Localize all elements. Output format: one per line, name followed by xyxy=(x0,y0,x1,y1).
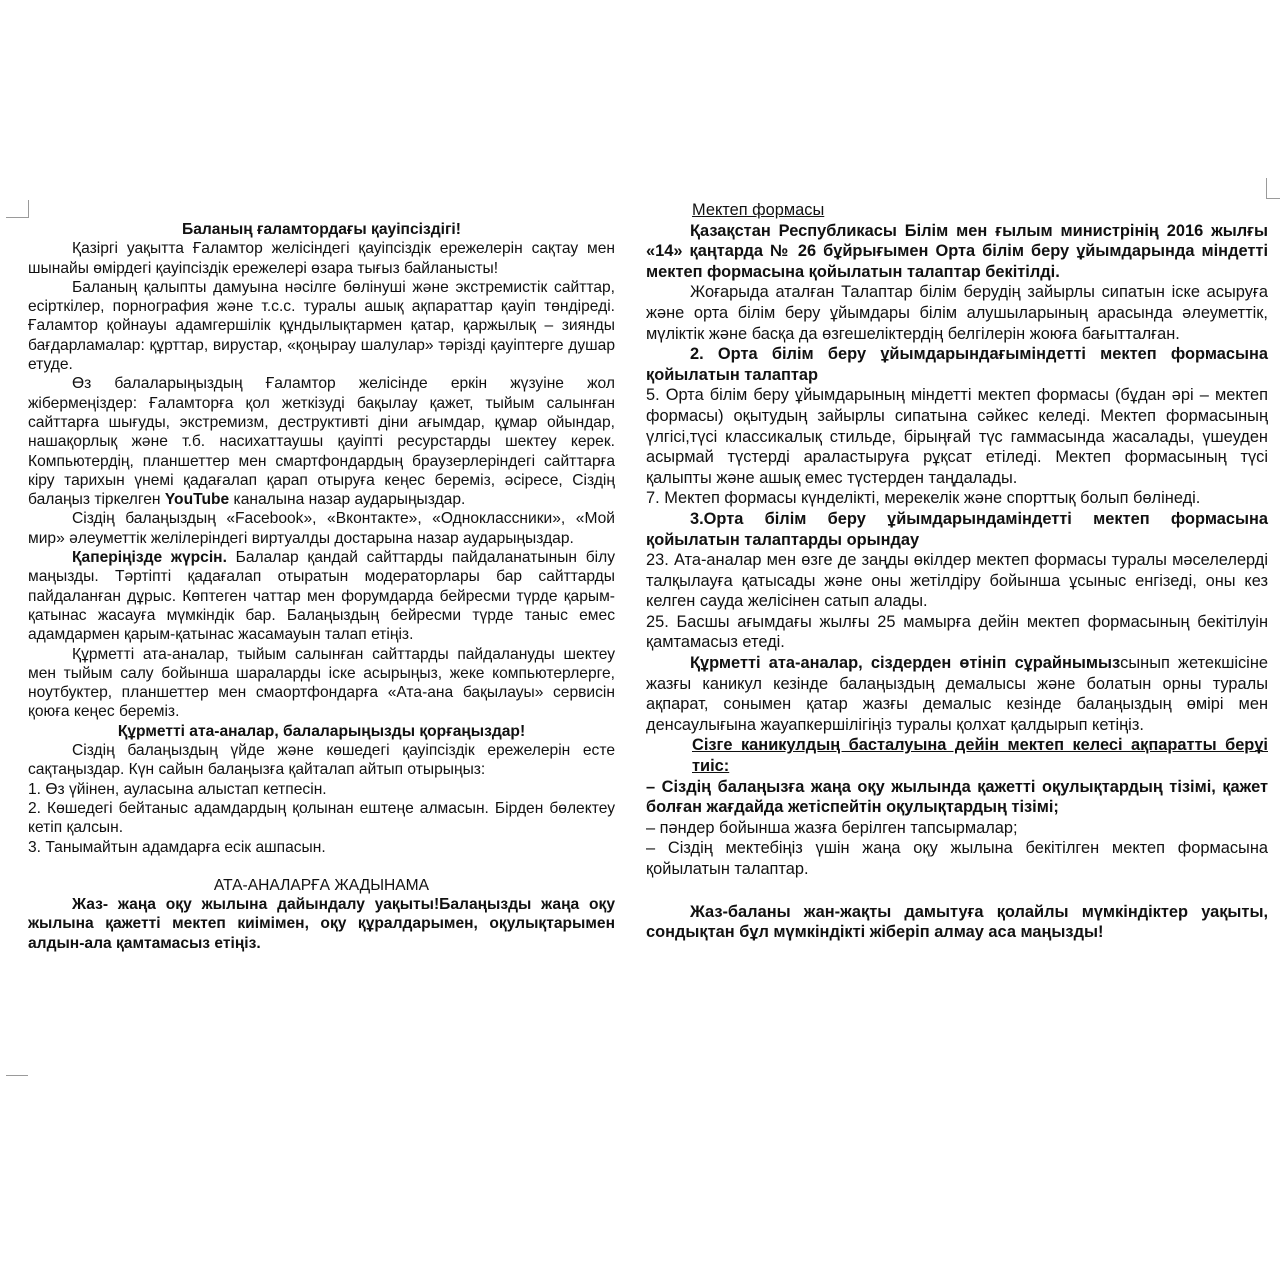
left-paragraph-3-end: каналына назар аударыңыздар. xyxy=(229,491,466,509)
left-paragraph-3-text: Өз балаларыңыздың Ғаламтор желісінде еркін жүзуіне жол жібермеңіздер: Ғаламторға қол жеткізуді бақылау қажет, тыйым салынған сайттарға шығуды, экстремизм, деструктивті діни ағымдар, құмар ойындар, нашақорлық және т.б. насихаттаушы қауіпті ресурстарды шектеу керек. Компьютердің, планшеттер мен смартфондардың браузерлеріндегі сайттарға кіру тарихын үнемі қадағалап қарап отыруға кеңес береміз, әсіресе, Сіздің балаңыз тіркелген xyxy=(28,375,615,509)
spacer xyxy=(646,880,1268,902)
left-paragraph-3 xyxy=(28,374,615,509)
left-heading-protect: Құрметті ата-аналар, балаларыңызды қорғаңыздар! xyxy=(117,722,526,740)
right-title: Мектеп формасы xyxy=(692,201,825,219)
left-paragraph-2: Баланың қалыпты дамуына нәсілге бөлінуші және экстремистік сайттар, есірткілер, порнография және т.с.с. туралы ашық ақпараттар қауіп төндіреді. Ғаламтор қойнауы адамгершілік құндылықтармен қатар, қаржылық – зиянды бағдарламалар: құрттар, вирустар, «қоңырау шалулар» тәрізді қауіптерге душар етуде. xyxy=(28,278,615,374)
right-column xyxy=(646,200,1268,943)
left-paragraph-4: Сіздің балаңыздың «Facebook», «Вконтакте», «Одноклассники», «Мой мир» әлеуметтік желілеріндегі виртуалды достарына назар аударыңыздар. xyxy=(28,510,615,547)
safety-list-item: 3. Танымайтын адамдарға есік ашпасын. xyxy=(28,838,326,856)
left-heading-reminder: АТА-АНАЛАРҒА ЖАДЫНАМА xyxy=(213,876,430,894)
right-paragraph-23: 23. Ата-аналар мен өзге де заңды өкілдер мектеп формасы туралы мәселелерді талқылауға қатысады және оны жетілдіру бойынша ұсыныс енгізеді, оны кез келген сауда желісінен сатып алады. xyxy=(646,551,1268,611)
right-info-item-2: – пәндер бойынша жазға берілген тапсырмалар; xyxy=(646,818,1018,837)
right-intro: Қазақстан Республикасы Білім мен ғылым министрінің 2016 жылғы «14» қаңтарда № 26 бұйрығымен Орта білім беру ұйымдарында міндетті мектеп формасына қойылатын талаптар бекітілді. xyxy=(646,221,1268,281)
right-appeal xyxy=(646,653,1268,735)
right-info-item-3: – Сіздің мектебіңіз үшін жаңа оқу жылына бекітілген мектеп формасына қойылатын талаптар. xyxy=(646,839,1268,878)
right-paragraph-7: 7. Мектеп формасы күнделікті, мерекелік және спорттық болып бөлінеді. xyxy=(646,489,1201,508)
youtube-label: YouTube xyxy=(164,491,230,509)
right-closing: Жаз-баланы жан-жақты дамытуға қолайлы мүмкіндіктер уақыты, сондықтан бұл мүмкіндікті жіберіп алмау аса маңызды! xyxy=(646,902,1268,942)
spacer xyxy=(28,857,615,876)
page-corner-mark-bottom-left xyxy=(6,1075,28,1077)
left-column xyxy=(28,220,615,953)
right-info-item-1: – Сіздің балаңызға жаңа оқу жылында қажетті оқулықтардың тізімі, қажет болған жағдайда жетіспейтін оқулықтардың тізімі; xyxy=(646,777,1268,817)
safety-list-item: 1. Өз үйінен, ауласына алыстап кетпесін. xyxy=(28,780,327,798)
right-paragraph-5: 5. Орта білім беру ұйымдарының міндетті мектеп формасы (бұдан әрі – мектеп формасы) оқытудың зайырлы сипатына сәйкес келеді. Мектеп формасының үлгісі,түсі классикалық стильде, бірыңғай түс гаммасында жасалады, үшеуден асырмай түстерді араластыруға рұқсат етіледі. Мектеп формасының түсі қалыпты және ашық емес түстерден таңдалады. xyxy=(646,386,1268,487)
left-paragraph-5-text: Балалар қандай сайттарды пайдаланатынын білу маңызды. Тәртіпті қадағалап отыратын модераторлары бар сайттарды пайдаланған дұрыс. Көптеген чаттар мен форумдарда бейресми түрде қарым-қатынас жасауға мүмкіндік бар. Балаңыздың бейресми түрде таныс емес адамдармен қарым-қатынас жасамауын талап етіңіз. xyxy=(28,549,615,644)
safety-list-item: 2. Көшедегі бейтаныс адамдардың қолынан ештеңе алмасын. Бірден бөлектеу кетіп қалсын. xyxy=(28,799,615,837)
left-paragraph-8: Жаз- жаңа оқу жылына дайындалу уақыты!Балаңызды жаңа оқу жылына қажетті мектеп киімімен, оқу құралдарымен, оқулықтарымен алдын-ала қамтамасыз етіңіз. xyxy=(28,896,615,952)
left-paragraph-5 xyxy=(28,548,615,644)
left-paragraph-1: Қазіргі уақытта Ғаламтор желісіндегі қауіпсіздік ережелерін сақтау мен шынайы өмірдегі қауіпсіздік ережелері өзара тығыз байланысты! xyxy=(28,240,615,277)
right-heading-2: 2. Орта білім беру ұйымдарындағыміндетті мектеп формасына қойылатын талаптар xyxy=(646,345,1268,384)
right-appeal-text: сынып жетекшісіне жазғы каникул кезінде балаңыздың демалысы және болатын орны туралы ақпарат, сонымен қатар жазғы демалыс кезінде балаңыздың өмірі мен денсаулығына жауапкершілігіңіз туралы қолхат қалдырып кетіңіз. xyxy=(646,654,1268,734)
right-appeal-lead: Құрметті ата-аналар, сіздерден өтініп сұрайнымыз xyxy=(690,654,1121,673)
left-paragraph-7: Сіздің балаңыздың үйде және көшедегі қауіпсіздік ережелерін есте сақтаңыздар. Күн сайын балаңызға қайталап айтып отырыңыз: xyxy=(28,742,615,779)
right-paragraph-1: Жоғарыда аталған Талаптар білім берудің зайырлы сипатын іске асыруға және орта білім беру ұйымдары білім алушыларының арасында әлеуметтік, мүліктік және басқа да өзгешеліктердің белгілерін жоюға бағытталған. xyxy=(646,283,1268,343)
right-info-heading: Сізге каникулдың басталуына дейін мектеп келесі ақпаратты берұі тиіс: xyxy=(692,736,1268,776)
left-paragraph-6: Құрметті ата-аналар, тыйым салынған сайттарды пайдалануды шектеу мен тыйым салу бойынша шараларды іске асырыңыз, жеке компьютерлерге, ноутбуктер, планшеттер мен смаортфондарға «Ата-ана бақылауы» сервисін қоюға кеңес береміз. xyxy=(28,645,615,721)
right-heading-3: 3.Орта білім беру ұйымдарындаміндетті мектеп формасына қойылатын талаптарды орындау xyxy=(646,509,1268,549)
page-corner-mark-top-left xyxy=(6,200,29,218)
right-paragraph-25: 25. Басшы ағымдағы жылғы 25 мамырға дейін мектеп формасының бекітілуін қамтамасыз етеді. xyxy=(646,612,1268,652)
left-paragraph-5-lead: Қаперіңізде жүрсін. xyxy=(72,549,227,567)
page-corner-mark-top-right xyxy=(1266,178,1280,199)
left-title: Баланың ғаламтордағы қауіпсіздігі! xyxy=(182,221,461,238)
